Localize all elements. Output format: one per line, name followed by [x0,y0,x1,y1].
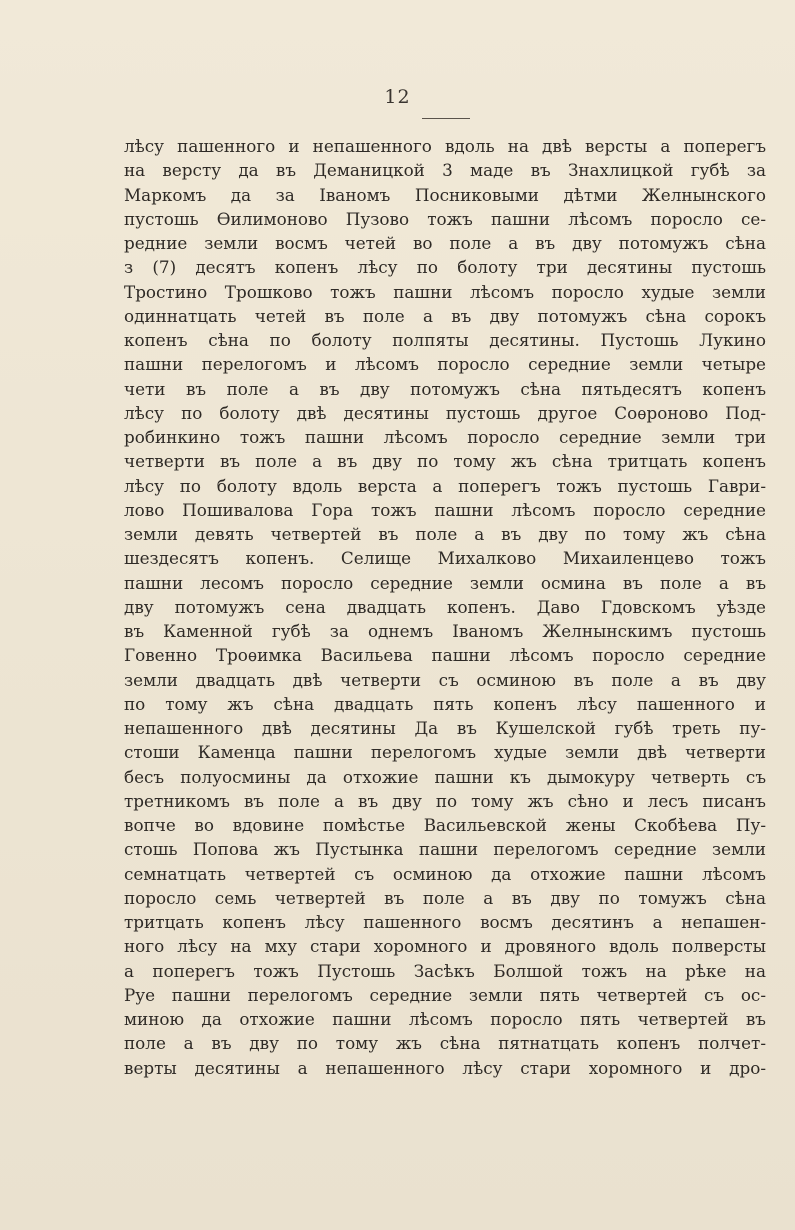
text-line: Говенно Троѳимка Васильева пашни лѣсомъ поросло середние [124,645,766,666]
text-line: стошь Попова жъ Пустынка пашни перелогомъ середние земли [124,839,766,860]
text-line: лѣсу по болоту вдоль верста а поперегъ тожъ пустошь Гаври- [124,475,766,496]
text-line: пашни перелогомъ и лѣсомъ поросло середние земли четыре [124,354,766,375]
text-line: шездесятъ копенъ. Селище Михалково Михаиленцево тожъ [124,548,766,569]
text-line: на версту да въ Деманицкой 3 маде въ Знахлицкой губѣ за [124,160,766,181]
text-line: тритцать копенъ лѣсу пашенного восмъ десятинъ а непашен- [124,912,766,932]
text-line: пашни лесомъ поросло середние земли осмина въ поле а въ [124,572,766,593]
page-number: 12 [384,86,411,108]
text-line: бесъ полуосмины да отхожие пашни къ дымокуру четверть съ [124,766,766,787]
text-line: Тростино Трошково тожъ пашни лѣсомъ поросло худые земли [124,281,766,302]
text-line: ного лѣсу на мху стари хоромного и дровяного вдоль полверсты [124,936,766,957]
text-line: лѣсу пашенного и непашенного вдоль на двѣ версты а поперегъ [124,136,766,156]
page-number-rule [422,118,470,119]
text-line: редние земли восмъ четей во поле а въ дву потомужъ сѣна [124,233,766,253]
text-line: третникомъ въ поле а въ дву по тому жъ сѣно и лесъ писанъ [124,790,766,811]
text-line: з (7) десятъ копенъ лѣсу по болоту три десятины пустошь [124,257,766,278]
text-line: робинкино тожъ пашни лѣсомъ поросло середние земли три [124,427,766,447]
text-line: непашенного двѣ десятины Да въ Кушелской губѣ треть пу- [124,718,766,738]
text-line: семнатцать четвертей съ осминою да отхожие пашни лѣсомъ [124,863,766,884]
text-line: миною да отхожие пашни лѣсомъ поросло пять четвертей въ [124,1009,766,1029]
text-line: поросло семь четвертей въ поле а въ дву по томужъ сѣна [124,887,766,908]
text-line: поле а въ дву по тому жъ сѣна пятнатцать копенъ полчет- [124,1033,766,1054]
text-line: дву потомужъ сена двадцать копенъ. Даво Гдовскомъ уѣзде [124,596,766,617]
text-line: а поперегъ тожъ Пустошь Засѣкъ Болшой тожъ на рѣке на [124,960,766,981]
text-line: въ Каменной губѣ за однемъ Іваномъ Желнынскимъ пустошь [124,621,766,641]
text-line: четверти въ поле а въ дву по тому жъ сѣна тритцать копенъ [124,451,766,472]
text-line: Маркомъ да за Іваномъ Посниковыми дѣтми Желнынского [124,184,766,205]
text-line: лѣсу по болоту двѣ десятины пустошь другое Соѳроново Под- [124,402,766,423]
text-line: стоши Каменца пашни перелогомъ худые земли двѣ четверти [124,742,766,763]
text-line: Руе пашни перелогомъ середние земли пять четвертей съ ос- [124,984,766,1005]
text-line: копенъ сѣна по болоту полпяты десятины. Пустошь Лукино [124,330,766,350]
text-line: лово Пошивалова Гора тожъ пашни лѣсомъ поросло середние [124,499,766,520]
text-line: вопче во вдовине помѣстье Васильевской жены Скобѣева Пу- [124,815,766,835]
text-line: одиннатцать четей въ поле а въ дву потомужъ сѣна сорокъ [124,305,766,326]
text-line: земли двадцать двѣ четверти съ осминою въ поле а въ дву [124,669,766,690]
text-line: земли девять четвертей въ поле а въ дву по тому жъ сѣна [124,524,766,544]
text-line: по тому жъ сѣна двадцать пять копенъ лѣсу пашенного и [124,693,766,714]
text-line: чети въ поле а въ дву потомужъ сѣна пятьдесятъ копенъ [124,378,766,399]
text-line: верты десятины а непашенного лѣсу стари хоромного и дро- [124,1057,766,1078]
body-text [124,134,766,1080]
text-line: пустошь Ѳилимоново Пузово тожъ пашни лѣсомъ поросло се- [124,208,766,229]
